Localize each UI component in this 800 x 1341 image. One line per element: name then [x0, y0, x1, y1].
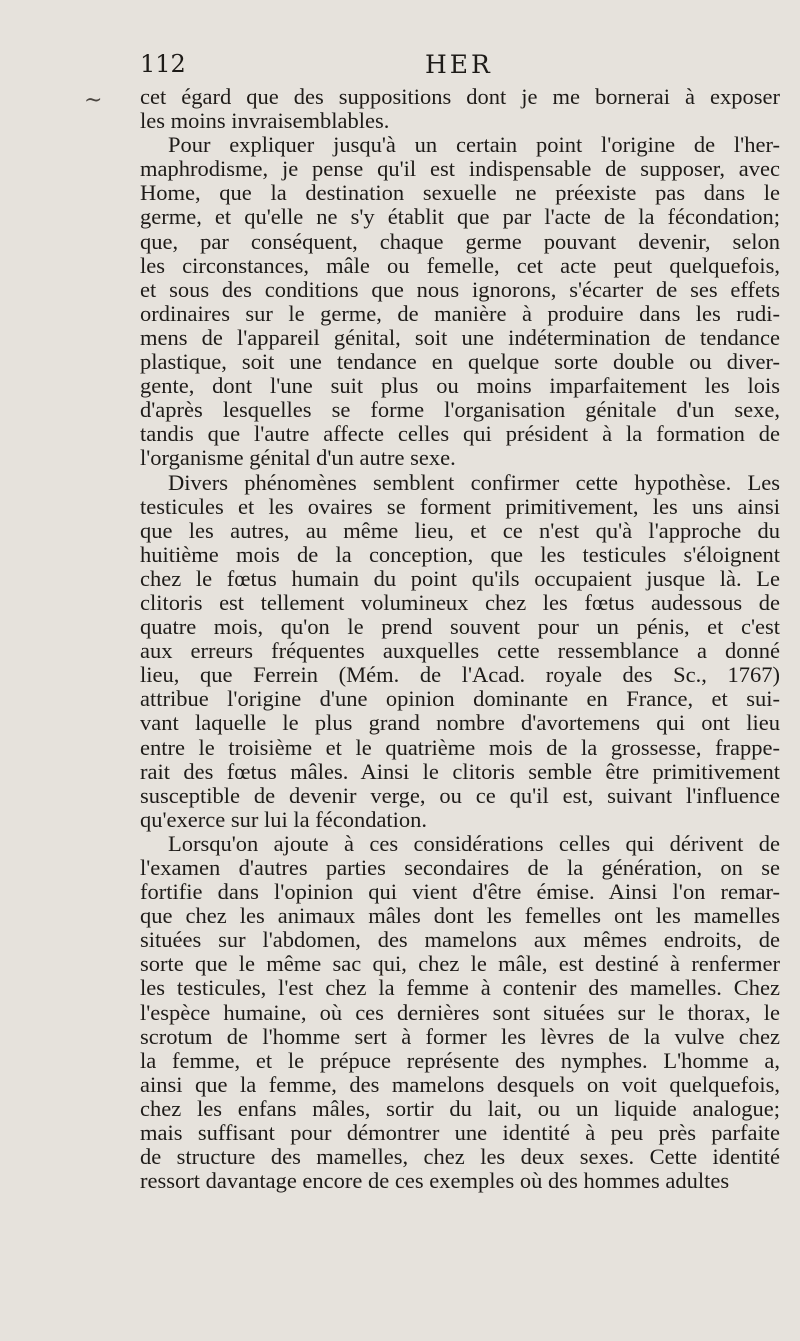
page-header	[140, 50, 660, 84]
text-line: fortifie dans l'opinion qui vient d'être émise. Ainsi l'on remar-	[140, 880, 780, 905]
text-line: aux erreurs fréquentes auxquelles cette ressemblance a donné	[140, 639, 780, 664]
text-line: quatre mois, qu'on le prend souvent pour un pénis, et c'est	[140, 615, 780, 640]
text-line: clitoris est tellement volumineux chez les fœtus audessous de	[140, 590, 780, 615]
margin-mark: ~	[84, 88, 103, 113]
text-line: lieu, que Ferrein (Mém. de l'Acad. royale des Sc., 1767)	[140, 663, 780, 688]
paragraph	[140, 832, 780, 1193]
text-line: ordinaires sur le germe, de manière à produire dans les rudi-	[140, 301, 780, 326]
text-line: ainsi que la femme, des mamelons desquels on voit quelquefois,	[140, 1072, 780, 1097]
text-line: Lorsqu'on ajoute à ces considérations celles qui dérivent de	[168, 831, 780, 856]
text-line: que, par conséquent, chaque germe pouvant devenir, selon	[140, 229, 780, 254]
text-line: l'espèce humaine, où ces dernières sont situées sur le thorax, le	[140, 1000, 780, 1025]
page-body	[140, 85, 780, 1193]
paragraph	[140, 85, 780, 133]
text-line: d'après lesquelles se forme l'organisation génitale d'un sexe,	[140, 398, 780, 423]
text-line: susceptible de devenir verge, ou ce qu'il est, suivant l'influence	[140, 783, 780, 808]
text-line: testicules et les ovaires se forment primitivement, les uns ainsi	[140, 494, 780, 519]
text-line: que les autres, au même lieu, et ce n'est qu'à l'approche du	[140, 518, 780, 543]
paragraph	[140, 133, 780, 470]
text-line: les moins invraisemblables.	[140, 109, 390, 134]
text-line: sorte que le même sac qui, chez le mâle, est destiné à renfermer	[140, 952, 780, 977]
text-line: l'examen d'autres parties secondaires de la génération, on se	[140, 856, 780, 880]
text-line: scrotum de l'homme sert à former les lèvres de la vulve chez	[140, 1024, 780, 1049]
running-head: HER	[425, 50, 493, 79]
paragraph	[140, 471, 780, 832]
text-line: rait des fœtus mâles. Ainsi le clitoris semble être primitivement	[140, 759, 780, 784]
text-line: Home, que la destination sexuelle ne préexiste pas dans le	[140, 181, 780, 206]
text-line: vant laquelle le plus grand nombre d'avortemens qui ont lieu	[140, 711, 780, 736]
text-line: et sous des conditions que nous ignorons, s'écarter de ses effets	[140, 277, 780, 302]
text-line: huitième mois de la conception, que les testicules s'éloignent	[140, 542, 780, 567]
text-line: de structure des mamelles, chez les deux sexes. Cette identité	[140, 1145, 780, 1170]
page-number: 112	[140, 50, 186, 78]
text-line: Pour expliquer jusqu'à un certain point l'origine de l'her-	[168, 133, 780, 158]
text-line: les testicules, l'est chez la femme à contenir des mamelles. Chez	[140, 976, 780, 1001]
text-line: cet égard que des suppositions dont je me bornerai à exposer	[140, 85, 780, 109]
text-line: attribue l'origine d'une opinion dominante en France, et sui-	[140, 687, 780, 712]
text-line: mens de l'appareil génital, soit une indétermination de tendance	[140, 325, 780, 350]
text-line: ressort davantage encore de ces exemples où des hommes adultes	[140, 1169, 730, 1194]
text-line: maphrodisme, je pense qu'il est indispensable de supposer, avec	[140, 157, 780, 182]
text-line: mais suffisant pour démontrer une identité à peu près parfaite	[140, 1121, 780, 1146]
text-line: chez le fœtus humain du point qu'ils occupaient jusque là. Le	[140, 566, 780, 591]
text-line: qu'exerce sur lui la fécondation.	[140, 807, 428, 832]
text-line: chez les enfans mâles, sortir du lait, ou un liquide analogue;	[140, 1096, 780, 1121]
text-line: tandis que l'autre affecte celles qui président à la formation de	[140, 422, 780, 447]
text-line: que chez les animaux mâles dont les femelles ont les mamelles	[140, 904, 780, 929]
text-line: entre le troisième et le quatrième mois de la grossesse, frappe-	[140, 735, 780, 760]
text-line: les circonstances, mâle ou femelle, cet acte peut quelquefois,	[140, 253, 780, 278]
text-line: Divers phénomènes semblent confirmer cette hypothèse. Les	[168, 470, 780, 495]
text-line: l'organisme génital d'un autre sexe.	[140, 446, 456, 471]
text-line: gente, dont l'une suit plus ou moins imparfaitement les lois	[140, 374, 780, 399]
text-line: la femme, et le prépuce représente des nymphes. L'homme a,	[140, 1048, 780, 1073]
text-line: plastique, soit une tendance en quelque sorte double ou diver-	[140, 350, 780, 375]
text-line: germe, et qu'elle ne s'y établit que par l'acte de la fécondation;	[140, 205, 780, 230]
text-line: situées sur l'abdomen, des mamelons aux mêmes endroits, de	[140, 928, 780, 953]
